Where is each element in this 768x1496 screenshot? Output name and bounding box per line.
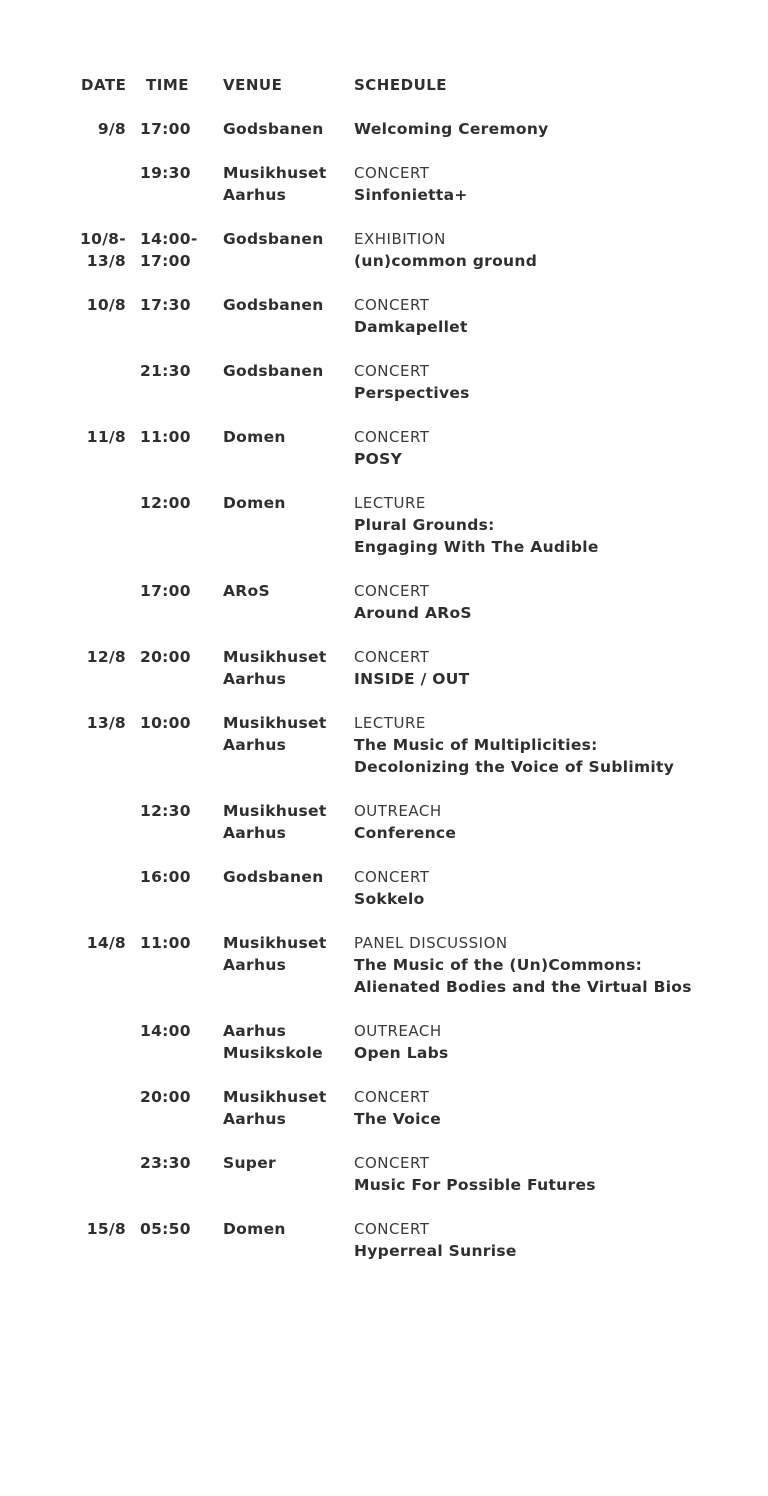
header-venue: VENUE — [223, 76, 283, 94]
row-time: 14:00 — [140, 1022, 191, 1040]
row-venue: Musikhuset Aarhus — [223, 164, 327, 204]
event-type: CONCERT — [354, 1154, 430, 1172]
event-title: Sinfonietta+ — [354, 186, 468, 204]
event-type: CONCERT — [354, 428, 430, 446]
row-venue: Musikhuset Aarhus — [223, 934, 327, 974]
row-time: 20:00 — [140, 648, 191, 666]
row-schedule — [354, 492, 754, 558]
event-type: CONCERT — [354, 1088, 430, 1106]
row-date: 15/8 — [86, 1220, 126, 1238]
table-row — [78, 580, 758, 646]
row-schedule — [354, 866, 754, 910]
event-title: Music For Possible Futures — [354, 1176, 596, 1194]
row-time: 21:30 — [140, 362, 191, 380]
row-venue: Godsbanen — [223, 296, 324, 314]
row-venue: Domen — [223, 494, 286, 512]
row-time: 23:30 — [140, 1154, 191, 1172]
row-schedule — [354, 294, 754, 338]
row-venue: Godsbanen — [223, 230, 324, 248]
row-time: 14:00- 17:00 — [140, 230, 198, 270]
header-time: TIME — [146, 76, 189, 94]
event-type: OUTREACH — [354, 1022, 442, 1040]
row-date: 9/8 — [97, 120, 126, 138]
row-schedule — [354, 1020, 754, 1064]
header-schedule: SCHEDULE — [354, 76, 448, 94]
table-row — [78, 646, 758, 712]
row-time: 12:30 — [140, 802, 191, 820]
event-title: Welcoming Ceremony — [354, 120, 549, 138]
row-venue: Musikhuset Aarhus — [223, 714, 327, 754]
row-date: 11/8 — [86, 428, 126, 446]
event-type: CONCERT — [354, 1220, 430, 1238]
table-row — [78, 118, 758, 162]
row-time: 11:00 — [140, 428, 191, 446]
event-type: CONCERT — [354, 868, 430, 886]
row-schedule — [354, 1218, 754, 1262]
row-venue: Musikhuset Aarhus — [223, 802, 327, 842]
event-type: CONCERT — [354, 648, 430, 666]
row-schedule — [354, 932, 754, 998]
row-date: 14/8 — [86, 934, 126, 952]
row-venue: Musikhuset Aarhus — [223, 648, 327, 688]
table-row — [78, 1152, 758, 1218]
event-title: (un)common ground — [354, 252, 538, 270]
event-type: LECTURE — [354, 494, 426, 512]
event-title: The Music of the (Un)Commons: Alienated Bodies and the Virtual Bios — [354, 956, 692, 996]
row-schedule — [354, 118, 754, 140]
table-row — [78, 162, 758, 228]
row-venue: ARoS — [223, 582, 270, 600]
event-type: CONCERT — [354, 296, 430, 314]
row-schedule — [354, 800, 754, 844]
event-title: Damkapellet — [354, 318, 468, 336]
table-row — [78, 712, 758, 800]
table-row — [78, 800, 758, 866]
table-row — [78, 866, 758, 932]
row-schedule — [354, 712, 754, 778]
row-venue: Godsbanen — [223, 362, 324, 380]
header-date: DATE — [81, 76, 127, 94]
event-title: Hyperreal Sunrise — [354, 1242, 517, 1260]
row-time: 20:00 — [140, 1088, 191, 1106]
row-schedule — [354, 162, 754, 206]
event-title: Sokkelo — [354, 890, 425, 908]
event-type: CONCERT — [354, 164, 430, 182]
table-row — [78, 932, 758, 1020]
row-schedule — [354, 580, 754, 624]
table-header — [78, 74, 758, 118]
row-time: 17:30 — [140, 296, 191, 314]
event-type: PANEL DISCUSSION — [354, 934, 508, 952]
row-time: 17:00 — [140, 582, 191, 600]
event-title: The Voice — [354, 1110, 442, 1128]
event-type: EXHIBITION — [354, 230, 446, 248]
row-schedule — [354, 360, 754, 404]
schedule-rows — [78, 118, 758, 1284]
table-row — [78, 1218, 758, 1284]
table-row — [78, 426, 758, 492]
row-venue: Godsbanen — [223, 868, 324, 886]
row-time: 19:30 — [140, 164, 191, 182]
table-row — [78, 1020, 758, 1086]
event-title: Open Labs — [354, 1044, 449, 1062]
event-title: POSY — [354, 450, 403, 468]
event-title: The Music of Multiplicities: Decolonizing the Voice of Sublimity — [354, 736, 675, 776]
row-venue: Domen — [223, 1220, 286, 1238]
row-time: 17:00 — [140, 120, 191, 138]
event-type: LECTURE — [354, 714, 426, 732]
row-time: 16:00 — [140, 868, 191, 886]
table-row — [78, 228, 758, 294]
row-schedule — [354, 1086, 754, 1130]
event-title: Plural Grounds: Engaging With The Audible — [354, 516, 599, 556]
row-date: 10/8- 13/8 — [80, 230, 126, 270]
row-venue: Godsbanen — [223, 120, 324, 138]
event-title: Around ARoS — [354, 604, 472, 622]
table-row — [78, 360, 758, 426]
row-venue: Super — [223, 1154, 276, 1172]
row-venue: Musikhuset Aarhus — [223, 1088, 327, 1128]
event-type: OUTREACH — [354, 802, 442, 820]
table-row — [78, 492, 758, 580]
row-date: 12/8 — [86, 648, 126, 666]
event-type: CONCERT — [354, 362, 430, 380]
event-title: INSIDE / OUT — [354, 670, 470, 688]
event-title: Perspectives — [354, 384, 470, 402]
row-schedule — [354, 228, 754, 272]
table-row — [78, 1086, 758, 1152]
row-venue: Domen — [223, 428, 286, 446]
event-title: Conference — [354, 824, 457, 842]
row-venue: Aarhus Musikskole — [223, 1022, 323, 1062]
table-row — [78, 294, 758, 360]
row-date: 10/8 — [86, 296, 126, 314]
row-time: 05:50 — [140, 1220, 191, 1238]
row-time: 11:00 — [140, 934, 191, 952]
row-date: 13/8 — [86, 714, 126, 732]
row-time: 12:00 — [140, 494, 191, 512]
row-schedule — [354, 646, 754, 690]
row-schedule — [354, 426, 754, 470]
row-time: 10:00 — [140, 714, 191, 732]
event-type: CONCERT — [354, 582, 430, 600]
schedule-table — [78, 74, 758, 1284]
row-schedule — [354, 1152, 754, 1196]
